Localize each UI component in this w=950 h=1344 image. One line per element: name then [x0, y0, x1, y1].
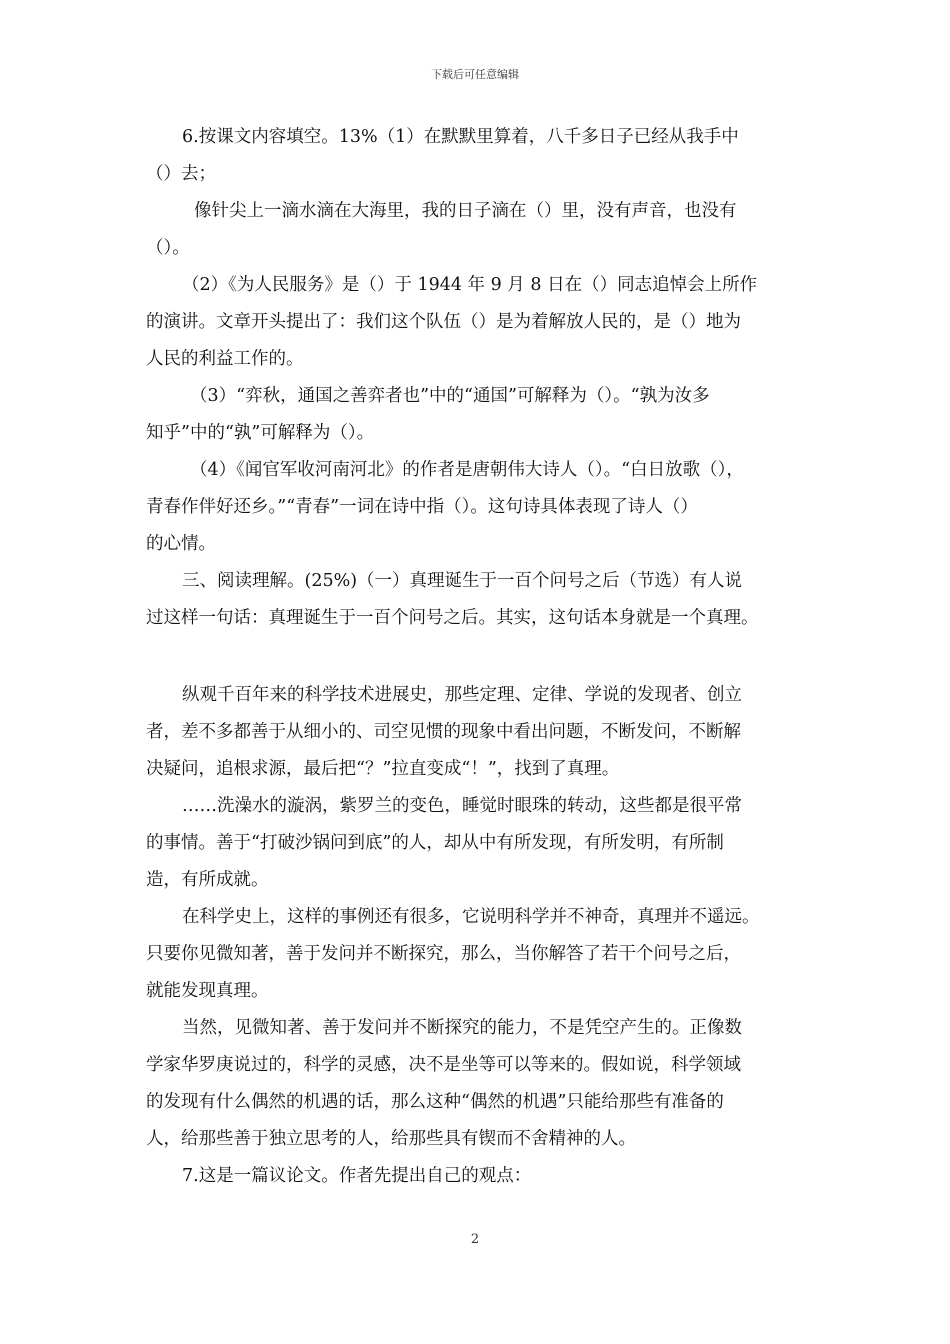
- paragraph-line: 知乎”中的“孰”可解释为（）。: [146, 423, 375, 443]
- paragraph-line: 在科学史上，这样的事例还有很多，它说明科学并不神奇，真理并不遥远。: [182, 907, 760, 927]
- question-line: 7.这是一篇议论文。作者先提出自己的观点：: [182, 1166, 532, 1186]
- paragraph-line: 人，给那些善于独立思考的人，给那些具有锲而不舍精神的人。: [146, 1129, 636, 1149]
- paragraph-line: 就能发现真理。: [146, 981, 269, 1001]
- document-body: [146, 119, 826, 1195]
- section-heading-line: 三、阅读理解。(25%)（一）真理诞生于一百个问号之后（节选）有人说: [182, 571, 743, 591]
- paragraph-line: 造，有所成就。: [146, 870, 269, 890]
- paragraph-line: 学家华罗庚说过的，科学的灵感，决不是坐等可以等来的。假如说，科学领域: [146, 1055, 741, 1075]
- paragraph-line: ……洗澡水的漩涡，紫罗兰的变色，睡觉时眼珠的转动，这些都是很平常: [182, 796, 742, 816]
- paragraph-line: 只要你见微知著，善于发问并不断探究，那么，当你解答了若干个问号之后，: [146, 944, 741, 964]
- paragraph-line: 过这样一句话：真理诞生于一百个问号之后。其实，这句话本身就是一个真理。: [146, 608, 759, 628]
- paragraph-line: 决疑问，追根求源，最后把“？”拉直变成“！”，找到了真理。: [146, 759, 620, 779]
- paragraph-line: 的演讲。文章开头提出了：我们这个队伍（）是为着解放人民的，是（）地为: [146, 312, 741, 332]
- paragraph-line: 的事情。善于“打破沙锅问到底”的人，却从中有所发现，有所发明，有所制: [146, 833, 724, 853]
- paragraph-line: 青春作伴好还乡。”“青春”一词在诗中指（）。这句诗具体表现了诗人（）: [146, 497, 698, 517]
- paragraph-line: 像针尖上一滴水滴在大海里，我的日子滴在（）里，没有声音，也没有: [194, 201, 737, 221]
- page-number: 2: [470, 1232, 480, 1247]
- paragraph-line: 当然，见微知著、善于发问并不断探究的能力，不是凭空产生的。正像数: [182, 1018, 742, 1038]
- paragraph-line: 人民的利益工作的。: [146, 349, 304, 369]
- paragraph-line: 的发现有什么偶然的机遇的话，那么这种“偶然的机遇”只能给那些有准备的: [146, 1092, 724, 1112]
- paragraph-line: （3）“弈秋，通国之善弈者也”中的“通国”可解释为（）。“孰为汝多: [190, 386, 710, 406]
- paragraph-line: （2）《为人民服务》是（）于 1944 年 9 月 8 日在（）同志追悼会上所作: [182, 275, 758, 295]
- paragraph-line: （）去；: [146, 164, 216, 184]
- paragraph-line: 者，差不多都善于从细小的、司空见惯的现象中看出问题，不断发问，不断解: [146, 722, 741, 742]
- paragraph-line: （4）《闻官军收河南河北》的作者是唐朝伟大诗人（）。“白日放歌（），: [190, 460, 744, 480]
- paragraph-line: 的心情。: [146, 534, 216, 554]
- paragraph-line: （）。: [146, 238, 190, 258]
- paragraph-line: 6.按课文内容填空。13%（1）在默默里算着，八千多日子已经从我手中: [182, 127, 739, 147]
- page-header: 下载后可任意编辑: [431, 68, 519, 81]
- paragraph-gap: [146, 637, 826, 677]
- paragraph-line: 纵观千百年来的科学技术进展史，那些定理、定律、学说的发现者、创立: [182, 685, 742, 705]
